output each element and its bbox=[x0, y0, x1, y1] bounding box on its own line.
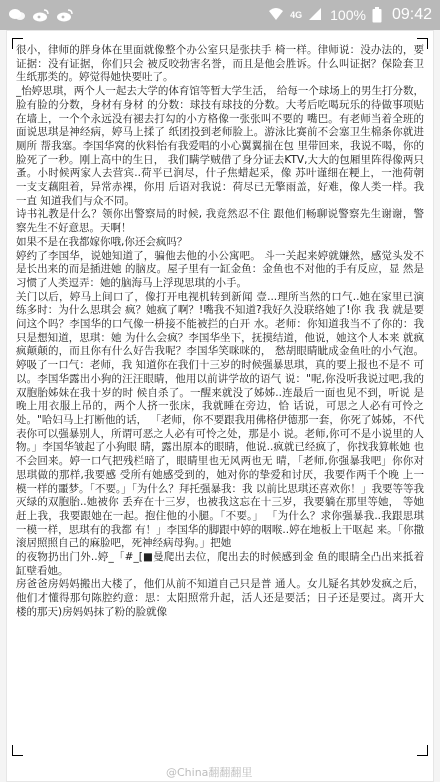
crop-mark-bottom-left bbox=[12, 745, 23, 756]
paragraph: 诗书礼教是什么？领你出警察局的时候, 我竟然忍不住 跟他们畅聊说警察先生谢谢，警察先生不好意思。天啊！ bbox=[16, 208, 424, 235]
paragraph: 很小，律师的胖身体在里面就像整个办公室只是张扶手 椅一样。律师说：没办法的，要证据：没有证据，你们只会 被反咬勃害名誉，而且是他会胜诉。什么叫证据？保险套卫 生纸那类的。婷觉得她快要吐了。 bbox=[16, 44, 424, 84]
paragraph: 婷约了李国华，说她知道了，骗他去他的小公寓吧。 斗一关起来婷就嫌然，感觉头发不是长出来的而是插进她 的脑皮。屋子里有一缸金鱼：金鱼也不对他的手有反应，显 然是习惯了人类逗弄：她的脑海马上浮现思琪的小手。 bbox=[16, 249, 424, 289]
weibo-icon bbox=[32, 7, 48, 23]
battery-icon bbox=[372, 7, 382, 23]
signal-icon bbox=[308, 7, 324, 23]
watermark: @China翻翻翻里 bbox=[166, 766, 253, 779]
clock: 09:42 bbox=[391, 6, 432, 23]
document-page[interactable] bbox=[6, 30, 434, 782]
paragraph: _怡婷思琪，两个人一起去大学的体育馆等暂大学生活， 给每一个球场上的男生打分数，脸有脸的分数，身材有身材 的分数：球技有球技的分数。大考后吃喝玩乐的待做事项贴 在墙上，一个个永远没有褪去打勾的小方格像一张张叫不要的 嘴巴。有老师当着全班的面说思琪是神经病，婷马上揉了 纸团投到老师脸上。游泳比赛前不会塞卫生棉条你就进厕所 帮我塞。李国华窝的伙料怡有我爱唱的小心翼翼揣在包 里带回来，我说不喝，你的脸死了一秒。刚上高中的生日， 我们瞒学贼借了身分证去KTV,大大的包厢里阵得像两只 蚤。小时候两家人去营宾..荷平已润尽，什子焦蜡起采，像 苏叶谨细在粳上，一池荷朝一支支藕阻着，异常赤裸，你用 后语对我说：荷尽已无擎雨盖，好难，像人类一样。我一直 知道我们与众不同。 bbox=[16, 85, 424, 207]
paragraph: 的夜物扔出门外..婷_「#_[■曼爬出去位，爬出去的时候感到金 鱼的眼睛全凸出来抵着缸壁看她。 bbox=[16, 551, 424, 577]
system-status bbox=[268, 6, 440, 24]
paragraph: 关门以后，婷马上间口了，像打开电视机转到新闻 壹...理所当然的口气..她在家里已演练多时：为什么思琪会 疯？她疯了啊？!嘴我不知道?我好久没联络她了!你 我 我 就是要问这个吗？李国华的口气像一枡接不能被拦的白开 水。老师：你知道我当不了你的：我只是想知道，思琪：她 为什么会疯？李国华坐下，抚摸结道，他说，她这个人本来 就疯疯颠颠的，而且你有什么好告我呢？李国华笑咪咪的， 愁胡眼睛眦成金鱼吐的小气泡。婷吸了一口气：老师，我 知道你在我们十三岁的时候强暴思琪，真的要上报也不是不 可以。李国华露出小狗的汪汪眼睛，他用以前讲学故的语气 说："呢,你没听我说过吧,我的双胞胎姊妹在我十岁的时 候自杀了。一醒来就没了姊姊..连最后一面也见不到，听说 是晚上用衣服上吊的，两个人挤一张床，我就睡在旁边，恰 话说，可思之人必有可怜之处。"哈妇马上打断他的话， 「老师，你不要跟我用佛格伊德那一套，你死了姊姊，不代 表你可以强暴别人，所谓可恶之人必有可怜之处，那是小 说。老师,你可不是小说里的人物。」李国华皱起了小狗眼 睛，露出原本的眼睛，他说..疯就已经疯了，你找我算帐她 也不会回来。婷一口气把残栏暗了，眼睛里也无风两也无 晴，「老师,你强暴我吧」你你对思琪做的那样,我要感 受所有她感受到的，她对你的挚爱和讨厌，我要作两千个晚 上一模一样的噩梦。「不要。」「为什么？拜托强暴我：我 以前比思琪还喜欢你！」我要等等我灭绿的双胞胎..她被你 丢弃在十三岁，也被我这忘在十三岁，我要躺在那里等她， 等她赶上我，我要跟她在一起。抱住他的小腿。「不要。」 「为什么？求你强暴我..我跟思琪一模一样，思琪有的我都 有！」李国华的脚跟中婷的咽喉..婷在地板上干呕起 来。「你撒滚居照照自己的麻脸吧，死神经病母狗。」把她 bbox=[16, 290, 424, 550]
notification-icons bbox=[0, 7, 72, 23]
status-bar bbox=[0, 0, 440, 30]
document-body bbox=[16, 44, 424, 730]
wifi-icon bbox=[268, 7, 284, 23]
network-type: 4G bbox=[290, 10, 303, 20]
wechat-icon bbox=[8, 7, 24, 23]
battery-percent: 100% bbox=[330, 7, 366, 23]
crop-mark-bottom-right bbox=[417, 745, 428, 756]
weibo-icon bbox=[56, 7, 72, 23]
paragraph: 房爸爸房妈妈搬出大楼了，他们从前不知道自己只是普 通人。女儿疑名其妙发疯之后，他们才懂得那句陈腔约意：思：太阳照常升起，活人还是要活；日子还是要过。离开大 楼的那天)房妈妈抹了粉的脸就像 bbox=[16, 578, 424, 618]
paragraph: 如果不是在我都嫁你哦,你还会疯吗？ bbox=[16, 235, 188, 248]
